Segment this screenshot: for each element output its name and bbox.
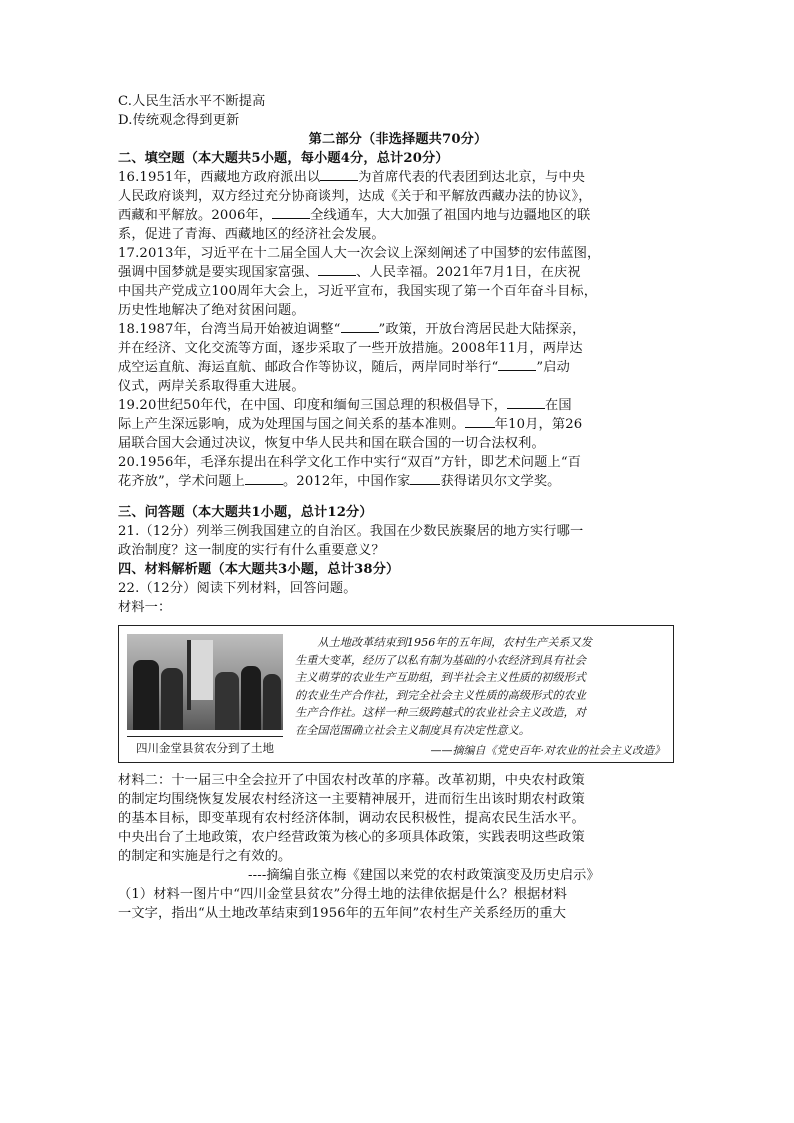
material1-source: ——摘编自《党史百年·对农业的社会主义改造》 [430,744,665,757]
q20-line1: 20.1956年，毛泽东提出在科学文化工作中实行“双百”方针，即艺术问题上“百 [118,455,582,470]
q17-line4: 历史性地解决了绝对贫困问题。 [118,303,305,318]
q19-line1: 19.20世纪50年代，在中国、印度和缅甸三国总理的积极倡导下， 在国 [118,398,572,413]
section4-title: 四、材料解析题（本大题共3小题，总计38分） [118,562,400,577]
q18-line4: 仪式，两岸关系取得重大进展。 [118,379,305,394]
q18-line3: 成空运直航、海运直航、邮政合作等协议，随后，两岸同时举行“ ”启动 [118,360,570,375]
q17-line2: 强调中国梦就是要实现国家富强、 、人民幸福。2021年7月1日，在庆祝 [118,265,581,280]
material1-text: 从土地改革结束到1956年的五年间，农村生产关系又发 生重大变革，经历了以私有制为基础的小农经济到具有社会 主义萌芽的农业生产互助组，到半社会主义性质的初级形式 的农业生产合作社，到完全社会主义性质的高级形式的农业 生产合作社。这样一种三级跨越式的农业社会主义改造，对 在全国范围确立社会主义制度具有决定性意义。 [295,636,592,737]
q16-line1: 16.1951年，西藏地方政府派出以 为首席代表的代表团到达北京，与中央 [118,170,586,185]
photo-caption: 四川金堂县贫农分到了土地 [127,736,283,756]
answer-blank [341,320,379,333]
answer-blank [498,358,536,371]
material1-label: 材料一： [118,600,172,615]
farmers-photo [127,634,283,730]
material2-source: ----摘编自张立梅《建国以来党的农村政策演变及历史启示》 [248,868,600,883]
q17-line1: 17.2013年，习近平在十二届全国人大一次会议上深刻阐述了中国梦的宏伟蓝图， [118,246,601,261]
q19-line3: 届联合国大会通过决议，恢复中华人民共和国在联合国的一切合法权利。 [118,436,545,451]
q21-line2: 政治制度？这一制度的实行有什么重要意义？ [118,543,385,558]
material2-line2: 的制定均围绕恢复发展农村经济这一主要精神展开，进而衍生出该时期农村政策 [118,792,585,807]
sub1-line1: （1）材料一图片中“四川金堂县贫农”分得土地的法律依据是什么？根据材料 [118,887,568,902]
exam-page [118,92,678,923]
option-c: C.人民生活水平不断提高 [118,94,266,109]
q18-line2: 并在经济、文化交流等方面，逐步采取了一些开放措施。2008年11月，两岸达 [118,341,583,356]
material2-line5: 的制定和实施是行之有效的。 [118,849,292,864]
q20-line2: 花齐放”，学术问题上 。2012年，中国作家 获得诺贝尔文学奖。 [118,474,561,489]
material2-line3: 的基本目标，即变革现有农村经济体制，调动农民积极性，提高农民生活水平。 [118,811,585,826]
q16-line3: 西藏和平解放。2006年， 全线通车，大大加强了祖国内地与边疆地区的联 [118,208,591,223]
q19-line2: 际上产生深远影响，成为处理国与国之间关系的基本准则。 年10月，第26 [118,417,583,432]
material2-line1: 材料二：十一届三中全会拉开了中国农村改革的序幕。改革初期，中央农村政策 [118,773,585,788]
option-d: D.传统观念得到更新 [118,113,240,128]
material2-line4: 中央出台了土地政策，农户经营政策为核心的多项具体政策，实践表明这些政策 [118,830,585,845]
sub1-line2: 一文字，指出“从土地改革结束到1956年的五年间”农村生产关系经历的重大 [118,906,567,921]
answer-blank [320,168,358,181]
material1-box [118,625,674,763]
section2-title: 二、填空题（本大题共5小题，每小题4分，总计20分） [118,151,449,166]
q21-line1: 21.（12分）列举三例我国建立的自治区。我国在少数民族聚居的地方实行哪一 [118,524,584,539]
part2-title: 第二部分（非选择题共70分） [308,132,488,147]
answer-blank [410,472,440,485]
q17-line3: 中国共产党成立100周年大会上，习近平宣布，我国实现了第一个百年奋斗目标， [118,284,598,299]
answer-blank [318,263,356,276]
answer-blank [507,396,545,409]
answer-blank [465,415,495,428]
q22-intro: 22.（12分）阅读下列材料，回答问题。 [118,581,357,596]
q18-line1: 18.1987年，台湾当局开始被迫调整“ ”政策，开放台湾居民赴大陆探亲， [118,322,586,337]
section3-title: 三、问答题（本大题共1小题，总计12分） [118,505,373,520]
q16-line4: 系，促进了青海、西藏地区的经济社会发展。 [118,227,385,242]
answer-blank [245,472,283,485]
q16-line2: 人民政府谈判，双方经过充分协商谈判，达成《关于和平解放西藏办法的协议》， [118,189,592,204]
answer-blank [272,206,310,219]
